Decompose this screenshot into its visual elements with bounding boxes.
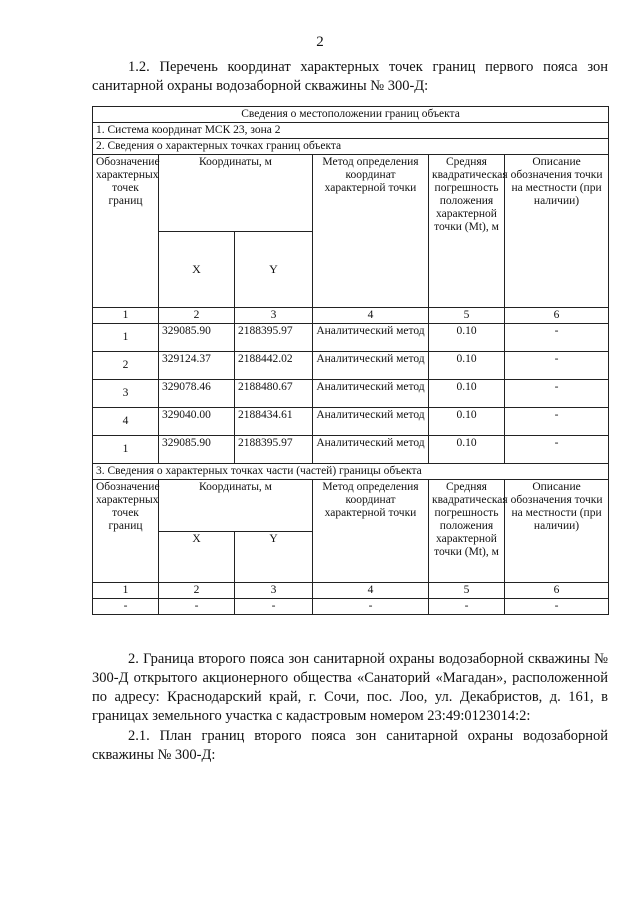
point-cell: 4 [93, 408, 159, 436]
coordinate-system-row: 1. Система координат МСК 23, зона 2 [93, 123, 609, 139]
empty-cell: - [429, 599, 505, 615]
header-method: Метод определения координат характерной точки [313, 155, 429, 308]
y-cell: 2188442.02 [235, 352, 313, 380]
description-cell: - [505, 380, 609, 408]
method-cell: Аналитический метод [313, 436, 429, 464]
section-2-text: 2. Граница второго пояса зон санитарной охраны водозаборной скважины № 300-Д открытого акционерного общества «Санаторий «Магадан», расположенной по адресу: Краснодарский край, г. Сочи, пос. Лоо, ул. Декабристов, д. 161, в границах земельного участка с кадастровым номером 23:49:0123014:2: [92, 651, 608, 724]
empty-cell: - [313, 599, 429, 615]
column-number: 4 [313, 308, 429, 324]
column-number: 3 [235, 583, 313, 599]
column-number: 2 [159, 583, 235, 599]
error-cell: 0.10 [429, 436, 505, 464]
table-row-empty [93, 599, 609, 615]
description-cell: - [505, 352, 609, 380]
section-2-1-text: 2.1. План границ второго пояса зон санитарной охраны водозаборной скважины № 300-Д: [92, 728, 608, 763]
header-coordinates-3: Координаты, м [159, 480, 313, 532]
column-number: 1 [93, 583, 159, 599]
error-cell: 0.10 [429, 324, 505, 352]
header-description-3: Описание обозначения точки на местности (при наличии) [505, 480, 609, 583]
column-number: 5 [429, 583, 505, 599]
y-cell: 2188395.97 [235, 324, 313, 352]
header-description: Описание обозначения точки на местности (при наличии) [505, 155, 609, 308]
y-cell: 2188434.61 [235, 408, 313, 436]
header-y: Y [235, 231, 313, 308]
header-error: Средняя квадратическая погрешность положения характерной точки (Mt), м [429, 155, 505, 308]
header-point-designation: Обозначение характерных точек границ [93, 155, 159, 308]
section-2-1-paragraph [92, 727, 608, 765]
x-cell: 329078.46 [159, 380, 235, 408]
page-number: 2 [316, 34, 324, 50]
method-cell: Аналитический метод [313, 352, 429, 380]
error-cell: 0.10 [429, 352, 505, 380]
y-cell: 2188480.67 [235, 380, 313, 408]
table-title: Сведения о местоположении границ объекта [93, 107, 609, 123]
empty-cell: - [159, 599, 235, 615]
y-cell: 2188395.97 [235, 436, 313, 464]
empty-cell: - [93, 599, 159, 615]
column-number: 2 [159, 308, 235, 324]
table-row [93, 352, 609, 380]
section-2-row: 2. Сведения о характерных точках границ объекта [93, 139, 609, 155]
header-point-designation-3: Обозначение характерных точек границ [93, 480, 159, 583]
description-cell: - [505, 436, 609, 464]
x-cell: 329085.90 [159, 324, 235, 352]
header-error-3: Средняя квадратическая погрешность положения характерной точки (Mt), м [429, 480, 505, 583]
header-coordinates: Координаты, м [159, 155, 313, 232]
table-row [93, 436, 609, 464]
section-1-2-heading [92, 58, 608, 96]
table-row [93, 380, 609, 408]
point-cell: 1 [93, 436, 159, 464]
column-number: 3 [235, 308, 313, 324]
header-x: X [159, 231, 235, 308]
column-number: 6 [505, 583, 609, 599]
x-cell: 329040.00 [159, 408, 235, 436]
error-cell: 0.10 [429, 408, 505, 436]
header-x-3: X [159, 531, 235, 583]
point-cell: 3 [93, 380, 159, 408]
description-cell: - [505, 408, 609, 436]
method-cell: Аналитический метод [313, 408, 429, 436]
section-2-paragraph [92, 650, 608, 726]
column-number: 6 [505, 308, 609, 324]
header-method-3: Метод определения координат характерной точки [313, 480, 429, 583]
section-3-row: 3. Сведения о характерных точках части (частей) границы объекта [93, 464, 609, 480]
error-cell: 0.10 [429, 380, 505, 408]
column-number: 1 [93, 308, 159, 324]
empty-cell: - [505, 599, 609, 615]
column-number: 4 [313, 583, 429, 599]
description-cell: - [505, 324, 609, 352]
method-cell: Аналитический метод [313, 324, 429, 352]
method-cell: Аналитический метод [313, 380, 429, 408]
table-row [93, 408, 609, 436]
coordinates-table [92, 106, 609, 615]
empty-cell: - [235, 599, 313, 615]
x-cell: 329124.37 [159, 352, 235, 380]
section-1-2-text: 1.2. Перечень координат характерных точек границ первого пояса зон санитарной охраны водозаборной скважины № 300-Д: [92, 59, 608, 94]
x-cell: 329085.90 [159, 436, 235, 464]
table-row [93, 324, 609, 352]
header-y-3: Y [235, 531, 313, 583]
point-cell: 2 [93, 352, 159, 380]
column-number: 5 [429, 308, 505, 324]
point-cell: 1 [93, 324, 159, 352]
